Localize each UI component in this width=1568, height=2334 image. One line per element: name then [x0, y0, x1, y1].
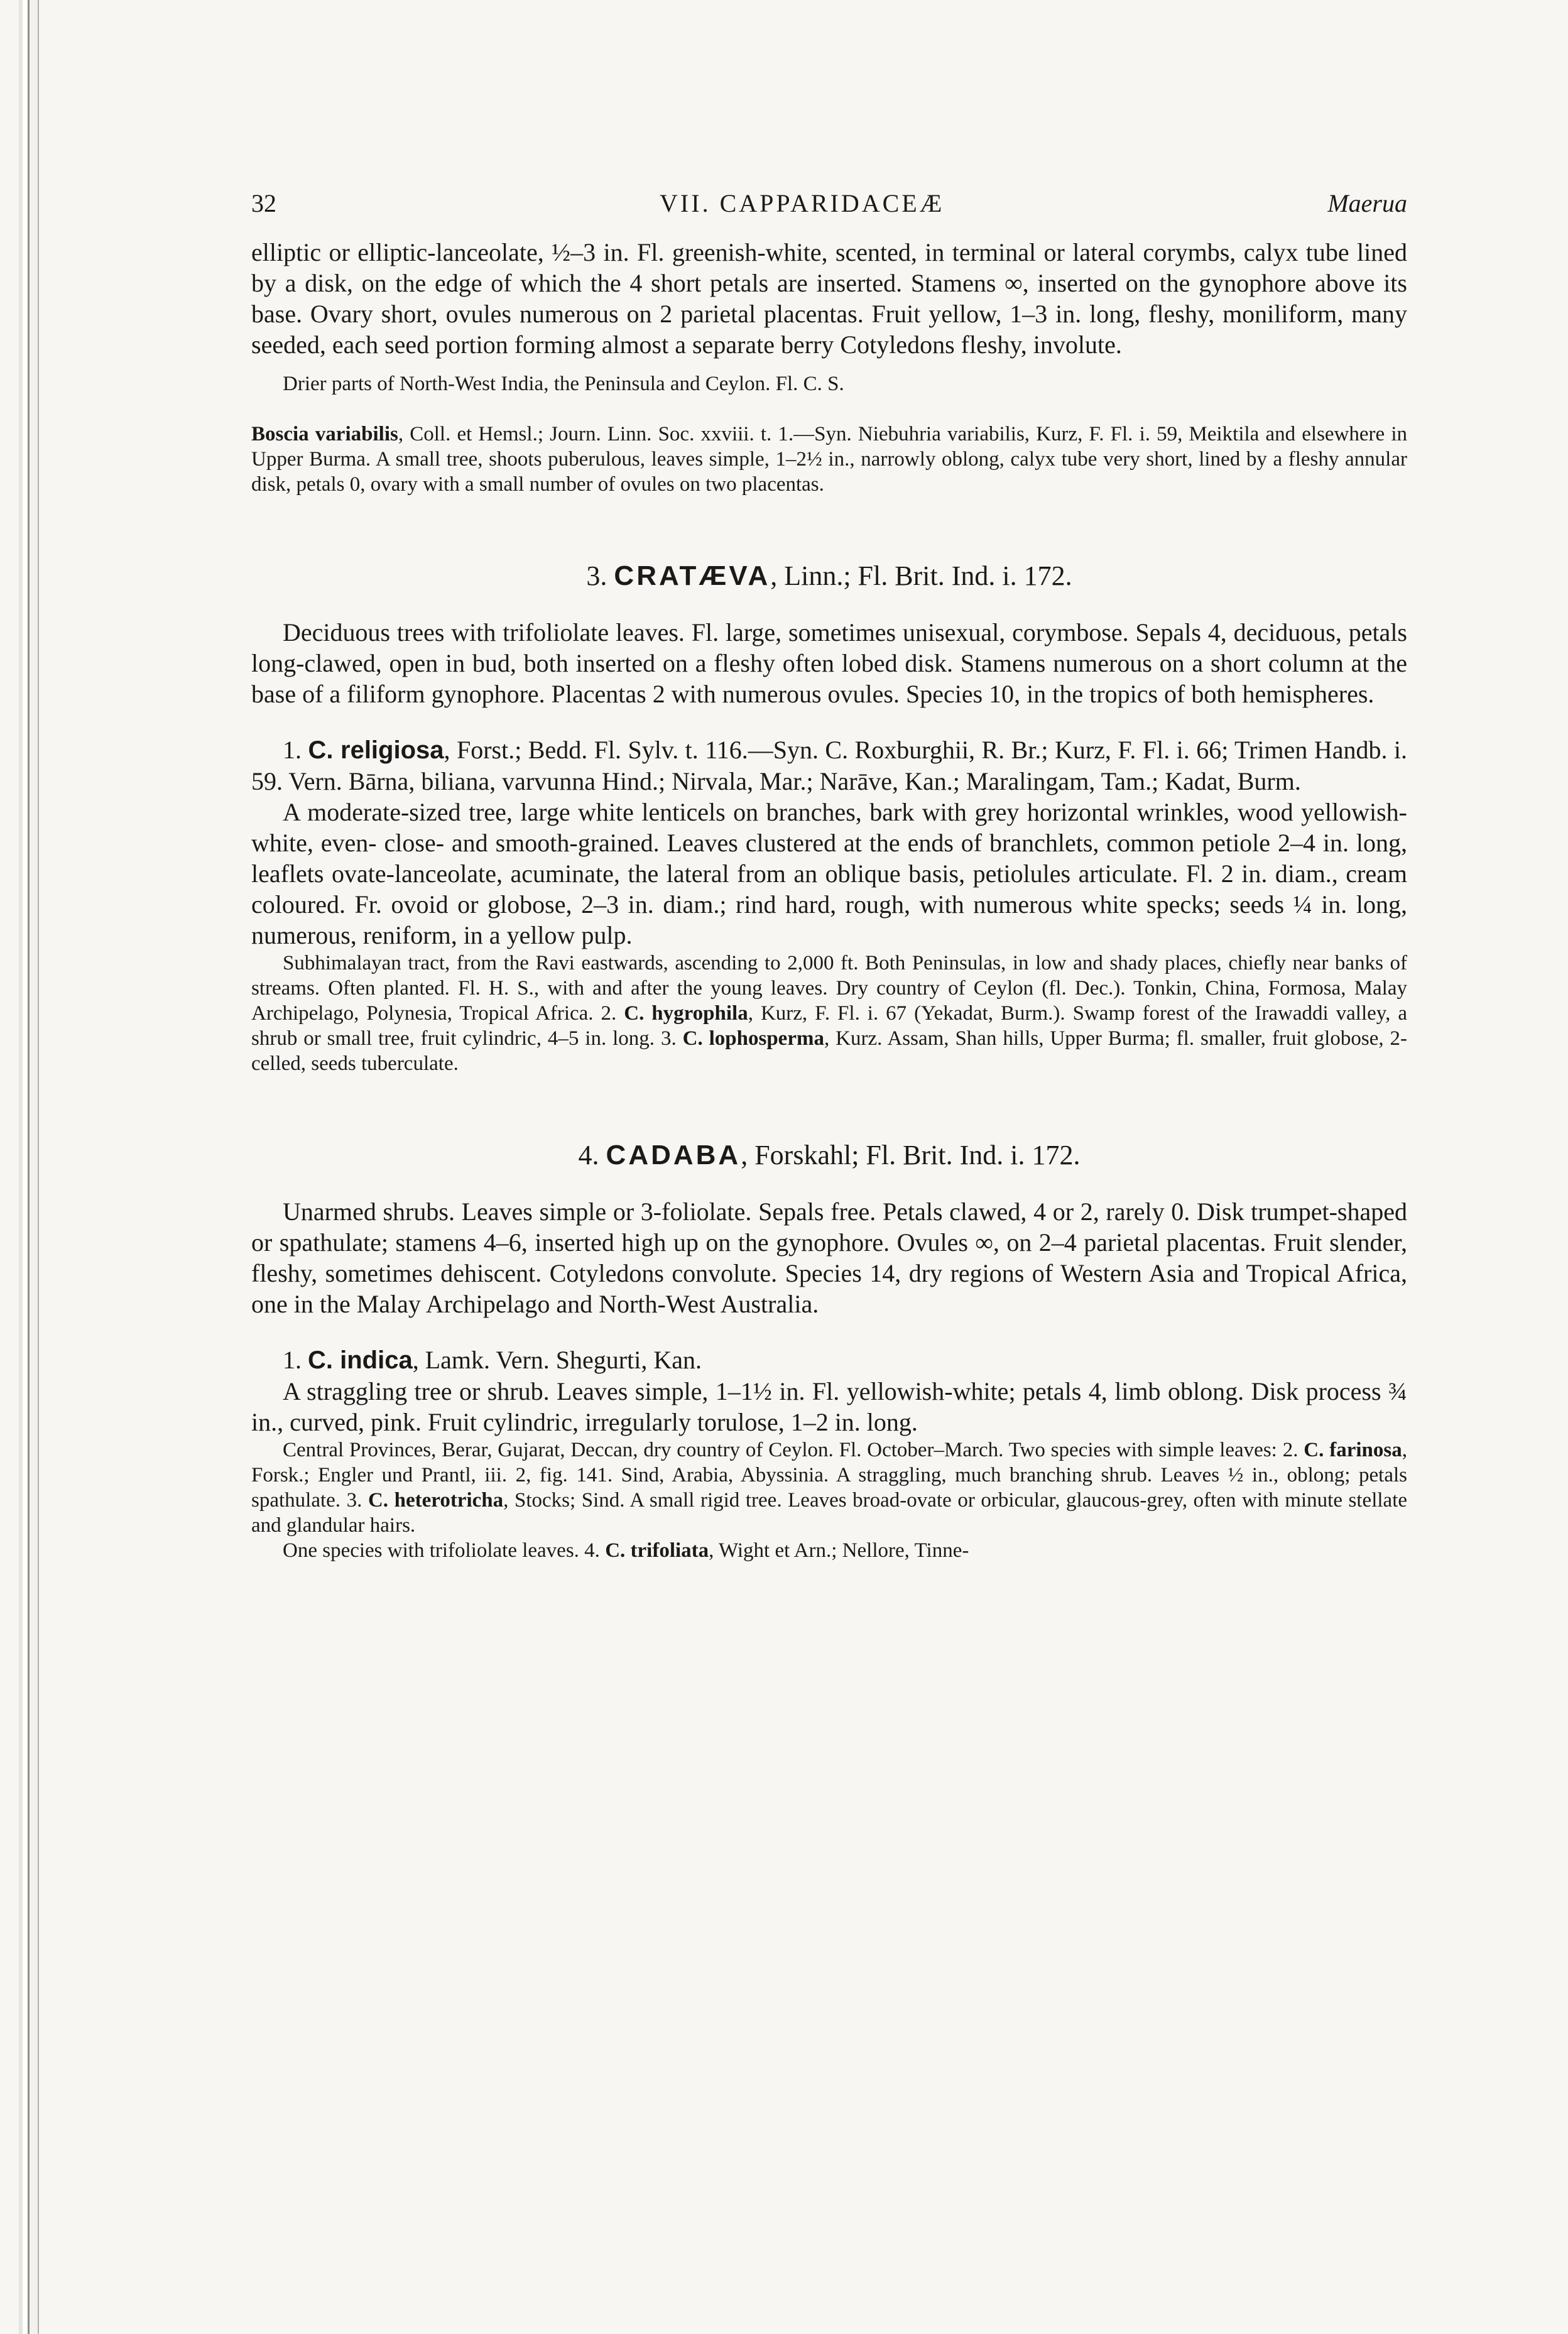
- species-name: C. indica: [308, 1346, 413, 1374]
- chapter-title: VII. CAPPARIDACEÆ: [660, 189, 945, 217]
- cadaba-description: Unarmed shrubs. Leaves simple or 3-foliolate. Sepals free. Petals clawed, 4 or 2, rarely 0. Disk trumpet-shaped or spathulate; stamens 4–6, inserted high up on the gynophore. Ovules ∞, on 2–4 parietal placentas. Fruit slender, fleshy, sometimes dehiscent. Cotyledons convolute. Species 14, dry regions of Western Asia and Tropical Africa, one in the Malay Archipelago and North-West Australia.: [251, 1197, 1407, 1318]
- notes-text: One species with trifoliolate leaves. 4.: [283, 1539, 606, 1562]
- species-number: 1.: [283, 736, 302, 764]
- cadaba-species-heading: [251, 1344, 1407, 1376]
- book-binding-edge: [19, 0, 46, 2334]
- crataeva-notes: [251, 951, 1407, 1076]
- cadaba-heading: [251, 1139, 1407, 1171]
- notes-text: , Wight et Arn.; Nellore, Tinne-: [709, 1539, 969, 1562]
- crataeva-heading: [251, 560, 1407, 592]
- notes-text: , Kurz. Assam, Shan hills, Upper Burma; fl. smaller, fruit globose, 2-celled, seeds tuberculate.: [251, 1027, 1407, 1075]
- species-refs: , Forst.; Bedd. Fl. Sylv. t. 116.—Syn. C. Roxburghii, R. Br.; Kurz, F. Fl. i. 66; Trimen Handb. i. 59. Vern. Bārna, biliana, varvunna Hind.; Nirvala, Mar.; Narāve, Kan.; Maralingam, Tam.; Kadat, Burm.: [251, 736, 1408, 795]
- notes-text: , Stocks; Sind. A small rigid tree. Leaves broad-ovate or orbicular, glaucous-grey, often with minute stellate and glandular hairs.: [251, 1489, 1408, 1537]
- species-refs: , Lamk. Vern. Shegurti, Kan.: [412, 1346, 702, 1374]
- genus-number: 4.: [578, 1140, 599, 1170]
- cadaba-notes-continued: [251, 1538, 1407, 1563]
- crataeva-description: Deciduous trees with trifoliolate leaves. Fl. large, sometimes unisexual, corymbose. Sepals 4, deciduous, petals long-clawed, open in bud, both inserted on a fleshy often lobed disk. Stamens numerous on a short column at the base of a filiform gynophore. Placentas 2 with numerous ovules. Species 10, in the tropics of both hemispheres.: [251, 618, 1407, 708]
- book-page: [251, 188, 1407, 1563]
- crataeva-species-heading: [251, 734, 1407, 797]
- boscia-note: [251, 422, 1407, 497]
- page-number: 32: [251, 189, 276, 217]
- notes-text: , Forsk.; Engler und Prantl, iii. 2, fig. 141. Sind, Arabia, Abyssinia. A straggling, much branching shrub. Leaves ½ in., oblong; petals spathulate. 3.: [251, 1439, 1407, 1512]
- notes-text: Central Provinces, Berar, Gujarat, Deccan, dry country of Ceylon. Fl. October–March. Two species with simple leaves: 2.: [283, 1439, 1304, 1461]
- maerua-distribution: Drier parts of North-West India, the Peninsula and Ceylon. Fl. C. S.: [283, 373, 844, 395]
- species-number: 1.: [283, 1346, 302, 1374]
- species-name-heterotricha: C. heterotricha: [368, 1489, 504, 1512]
- boscia-name: Boscia variabilis: [251, 423, 398, 445]
- maerua-description: elliptic or elliptic-lanceolate, ½–3 in. Fl. greenish-white, scented, in terminal or lateral corymbs, calyx tube lined by a disk, on the edge of which the 4 short petals are inserted. Stamens ∞, inserted on the gynophore above its base. Ovary short, ovules numerous on 2 parietal placentas. Fruit yellow, 1–3 in. long, fleshy, moniliform, many seeded, each seed portion forming almost a separate berry Cotyledons fleshy, involute.: [251, 238, 1407, 359]
- cadaba-notes: [251, 1437, 1407, 1538]
- species-name-lophosperma: C. lophosperma: [682, 1027, 824, 1050]
- species-name: C. religiosa: [308, 736, 444, 764]
- notes-text: , Kurz, F. Fl. i. 67 (Yekadat, Burm.). Swamp forest of the Irawaddi valley, a shrub or small tree, fruit cylindric, 4–5 in. long. 3.: [251, 1002, 1407, 1050]
- genus-name: CRATÆVA: [614, 560, 771, 591]
- genus-authority: , Linn.; Fl. Brit. Ind. i. 172.: [770, 560, 1072, 591]
- genus-name: CADABA: [606, 1140, 741, 1170]
- notes-text: Subhimalayan tract, from the Ravi eastwards, ascending to 2,000 ft. Both Peninsulas, in low and shady places, chiefly near banks of streams. Often planted. Fl. H. S., with and after the young leaves. Dry country of Ceylon (fl. Dec.). Tonkin, China, Formosa, Malay Archipelago, Polynesia, Tropical Africa. 2.: [251, 952, 1407, 1025]
- running-head: [251, 188, 1407, 218]
- cadaba-species-description: A straggling tree or shrub. Leaves simple, 1–1½ in. Fl. yellowish-white; petals 4, limb oblong. Disk process ¾ in., curved, pink. Fruit cylindric, irregularly torulose, 1–2 in. long.: [251, 1377, 1407, 1436]
- species-name-hygrophila: C. hygrophila: [624, 1002, 748, 1025]
- genus-authority: , Forskahl; Fl. Brit. Ind. i. 172.: [741, 1140, 1081, 1170]
- species-name-farinosa: C. farinosa: [1304, 1439, 1402, 1461]
- genus-number: 3.: [586, 560, 607, 591]
- running-genus: Maerua: [1327, 189, 1407, 217]
- species-name-trifoliata: C. trifoliata: [605, 1539, 709, 1562]
- crataeva-species-description: A moderate-sized tree, large white lenticels on branches, bark with grey horizontal wrinkles, wood yellowish-white, even- close- and smooth-grained. Leaves clustered at the ends of branchlets, common petiole 2–4 in. long, leaflets ovate-lanceolate, acuminate, the lateral from an oblique basis, petiolules articulate. Fl. 2 in. diam., cream coloured. Fr. ovoid or globose, 2–3 in. diam.; rind hard, rough, with numerous white specks; seeds ¼ in. long, numerous, reniform, in a yellow pulp.: [251, 798, 1407, 949]
- boscia-text: , Coll. et Hemsl.; Journ. Linn. Soc. xxviii. t. 1.—Syn. Niebuhria variabilis, Kurz, F. Fl. i. 59, Meiktila and elsewhere in Upper Burma. A small tree, shoots puberulous, leaves simple, 1–2½ in., narrowly oblong, calyx tube very short, lined by a fleshy annular disk, petals 0, ovary with a small number of ovules on two placentas.: [251, 423, 1407, 496]
